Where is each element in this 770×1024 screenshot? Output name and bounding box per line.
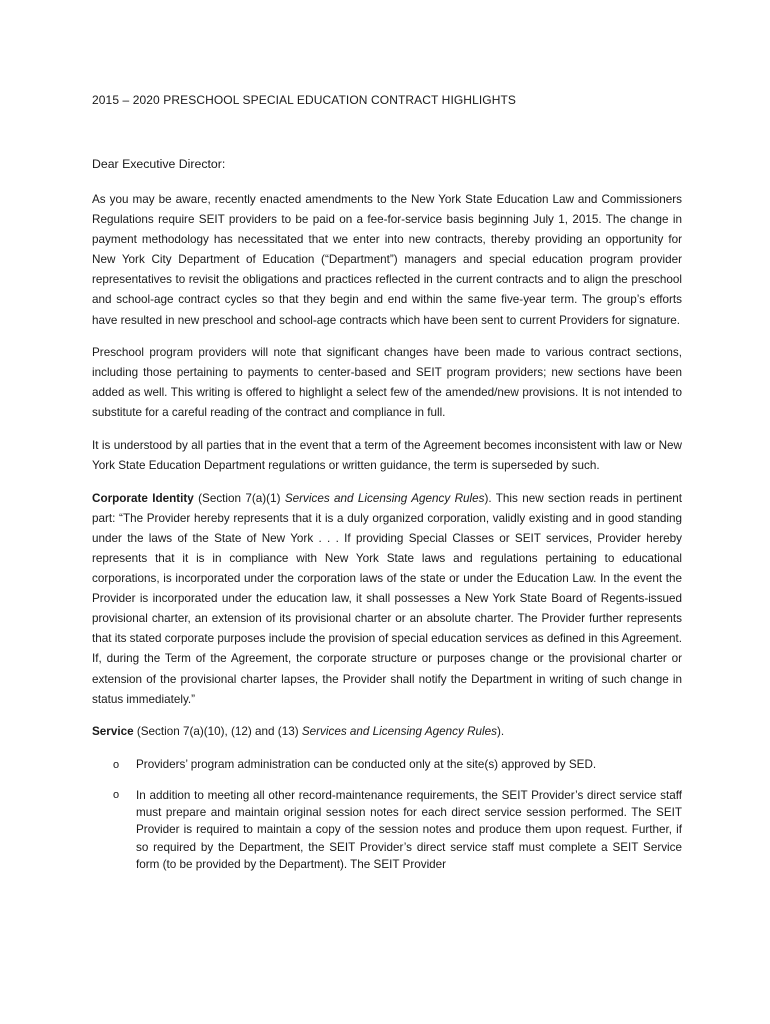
service-rules: Services and Licensing Agency Rules xyxy=(301,725,497,739)
changes-paragraph: Preschool program providers will note that significant changes have been made to various contract sections, including those pertaining to payments to center-based and SEIT program providers; new sections have been added as well. This writing is offered to highlight a select few of the amended/new provisions. It is not intended to substitute for a careful reading of the contract and compliance in full. xyxy=(92,346,682,420)
service-section-ref: (Section 7(a)(10), (12) and (13) xyxy=(133,725,302,739)
list-item xyxy=(92,755,682,775)
corporate-identity-paragraph xyxy=(92,489,682,710)
bullet-text: In addition to meeting all other record-maintenance requirements, the SEIT Provider’s direct service staff must prepare and maintain original session notes for each direct service session performed. The SEIT Provider is required to maintain a copy of the session notes and produce them upon request. Further, if so required by the Department, the SEIT Provider’s direct service staff must complete a SEIT Service form (to be provided by the Department). The SEIT Provider xyxy=(136,788,682,871)
corporate-identity-section-ref: (Section 7(a)(1) xyxy=(193,491,285,505)
superseded-paragraph: It is understood by all parties that in the event that a term of the Agreement becomes inconsistent with law or New York State Education Department regulations or written guidance, the term is superseded by such. xyxy=(92,439,682,473)
intro-paragraph: As you may be aware, recently enacted amendments to the New York State Education Law and Commissioners Regulations require SEIT providers to be paid on a fee-for-service basis beginning July 1, 2015. The change in payment methodology has necessitated that we enter into new contracts, thereby providing an opportunity for New York City Department of Education (“Department”) managers and special education program provider representatives to revisit the obligations and practices reflected in the current contracts and to align the preschool and school-age contract cycles so that they begin and end within the same five-year term. The group’s efforts have resulted in new preschool and school-age contracts which have been sent to current Providers for signature. xyxy=(92,193,682,327)
salutation: Dear Executive Director: xyxy=(92,157,226,171)
service-heading: Service xyxy=(92,725,134,739)
list-item xyxy=(92,787,682,873)
corporate-identity-heading: Corporate Identity xyxy=(92,491,194,505)
bullet-circle-icon: o xyxy=(113,758,120,771)
corporate-identity-body: ). This new section reads in pertinent part: “The Provider hereby represents that it is a duly organized corporation, validly existing and in good standing under the laws of the State of New York . . . If providing Special Classes or SEIT services, Provider hereby represents that it is in compliance with New York State laws and regulations pertaining to educational corporations, is incorporated under the corporation laws of the state or under the Education Law. In the event the Provider is incorporated under the education law, it shall possesses a New York State Board of Regents-issued provisional charter, an extension of its provisional charter or an absolute charter. The Provider further represents that its stated corporate purposes include the provision of special education services as defined in this Agreement. If, during the Term of the Agreement, the corporate structure or purposes change or the provisional charter or extension of the provisional charter lapses, the Provider shall notify the Department in writing of such change in status immediately.” xyxy=(92,491,682,706)
document-body xyxy=(92,190,682,885)
service-tail: ). xyxy=(496,725,505,739)
document-title: 2015 – 2020 PRESCHOOL SPECIAL EDUCATION CONTRACT HIGHLIGHTS xyxy=(92,93,517,107)
corporate-identity-rules: Services and Licensing Agency Rules xyxy=(284,491,485,505)
service-bullet-list xyxy=(92,755,682,873)
bullet-circle-icon: o xyxy=(113,788,120,801)
bullet-text: Providers’ program administration can be conducted only at the site(s) approved by SED. xyxy=(136,757,597,771)
service-heading-line xyxy=(92,722,682,742)
